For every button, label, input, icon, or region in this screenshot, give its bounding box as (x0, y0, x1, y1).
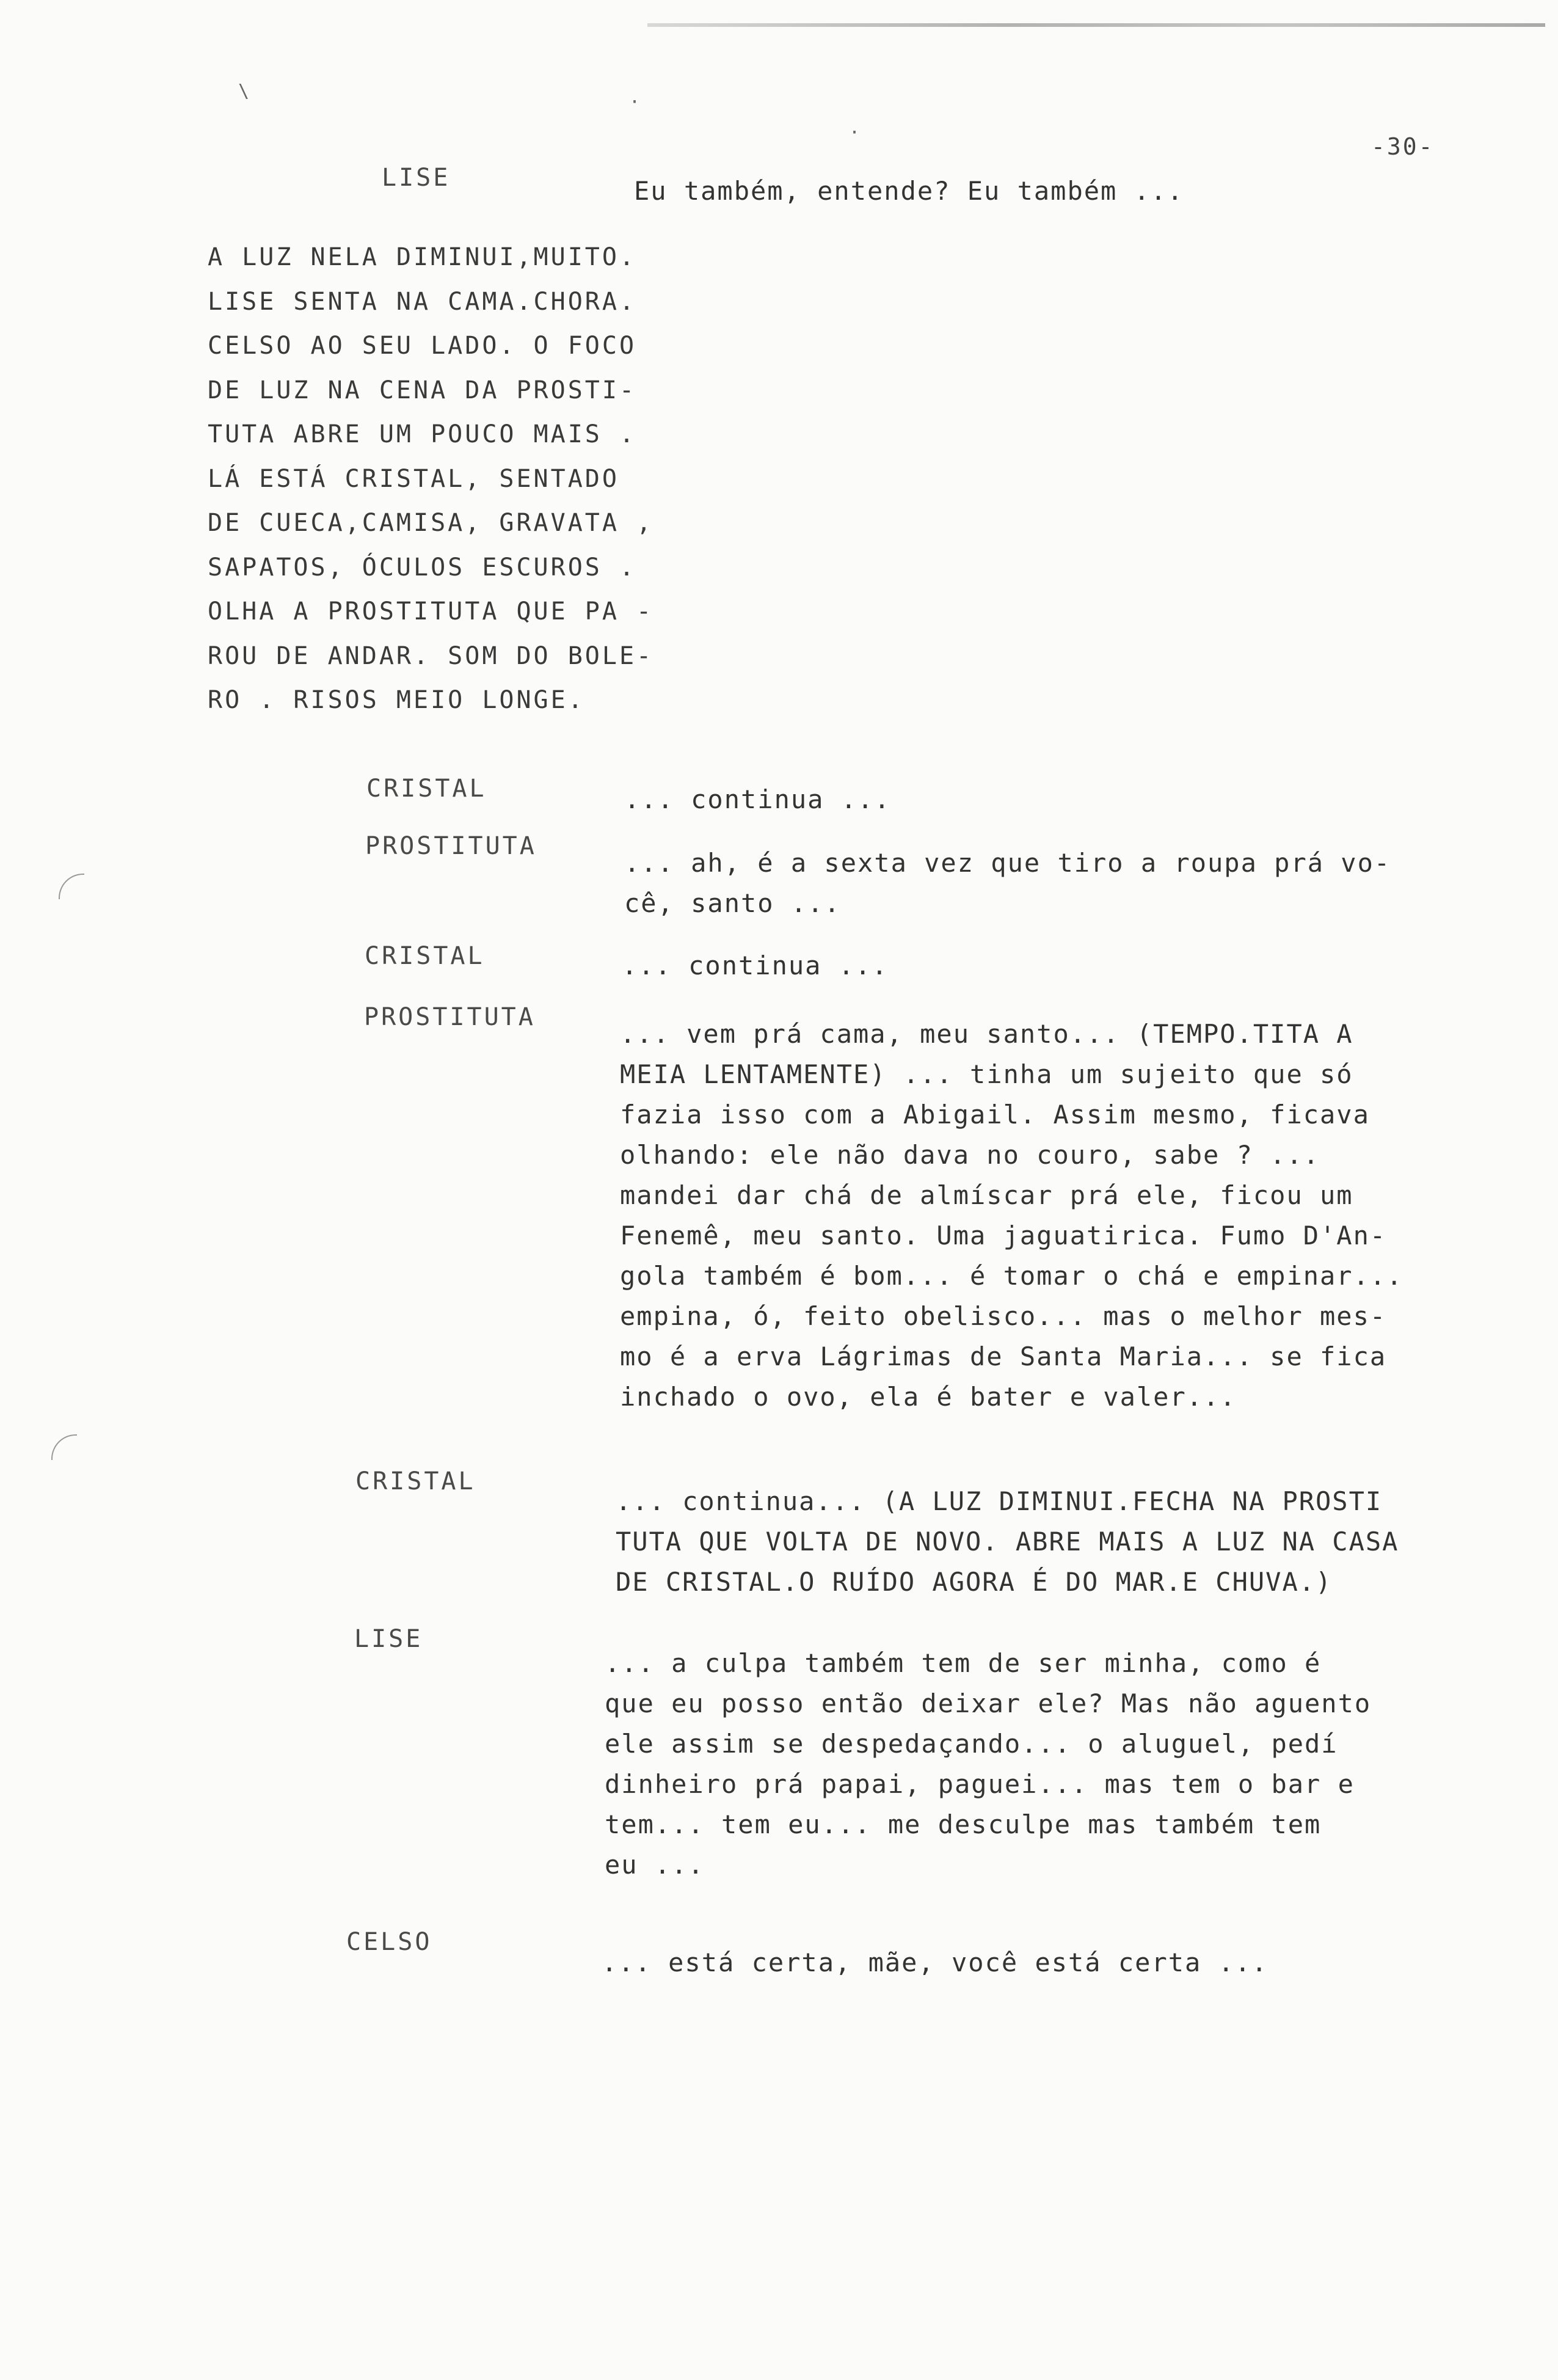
dialogue-line: ... está certa, mãe, você está certa ... (602, 1947, 1269, 1977)
dialogue (634, 171, 1184, 211)
stage-direction (208, 235, 653, 723)
dialogue-line: empina, ó, feito obelisco... mas o melhor mes- (620, 1301, 1387, 1331)
dialogue-line: eu ... (605, 1850, 705, 1880)
dialogue-line: TUTA QUE VOLTA DE NOVO. ABRE MAIS A LUZ NA CASA (616, 1527, 1399, 1557)
stage-line: RO . RISOS MEIO LONGE. (208, 686, 585, 714)
dialogue-line: Eu também, entende? Eu também ... (634, 176, 1184, 206)
scan-mark: · (629, 92, 641, 113)
stage-line: A LUZ NELA DIMINUI,MUITO. (208, 243, 637, 271)
dialogue-line: ... ah, é a sexta vez que tiro a roupa prá vo- (624, 848, 1391, 878)
speaker-name: CRISTAL (365, 942, 485, 970)
dialogue (624, 843, 1391, 924)
dialogue (605, 1643, 1371, 1885)
dialogue-line: cê, santo ... (624, 888, 841, 918)
speaker-name: PROSTITUTA (365, 832, 537, 860)
stage-line: TUTA ABRE UM POUCO MAIS . (208, 420, 637, 448)
speaker-name: LISE (382, 164, 451, 192)
speaker-name: CRISTAL (366, 775, 487, 803)
dialogue-line: ele assim se despedaçando... o aluguel, pedí (605, 1729, 1338, 1759)
dialogue (602, 1943, 1268, 1983)
speaker-name: PROSTITUTA (364, 1003, 536, 1031)
dialogue-line: ... continua... (A LUZ DIMINUI.FECHA NA PROSTI (616, 1486, 1383, 1516)
top-edge-line (647, 23, 1545, 27)
stage-line: DE LUZ NA CENA DA PROSTI- (208, 376, 637, 404)
dialogue (620, 1014, 1403, 1417)
dialogue-line: MEIA LENTAMENTE) ... tinha um sujeito que só (620, 1059, 1353, 1089)
dialogue-line: mo é a erva Lágrimas de Santa Maria... se fica (620, 1341, 1387, 1371)
dialogue-line: Fenemê, meu santo. Uma jaguatirica. Fumo D'An- (620, 1221, 1387, 1250)
dialogue-line: mandei dar chá de almíscar prá ele, ficou um (620, 1180, 1353, 1210)
scan-mark: · (849, 122, 861, 144)
margin-mark (51, 1434, 77, 1460)
dialogue-line: ... a culpa também tem de ser minha, como é (605, 1648, 1322, 1678)
stage-line: LISE SENTA NA CAMA.CHORA. (208, 287, 637, 316)
dialogue-line: ... continua ... (624, 784, 891, 814)
page-number: -30- (1371, 133, 1435, 160)
dialogue-line: tem... tem eu... me desculpe mas também tem (605, 1809, 1322, 1839)
dialogue-line: ... continua ... (622, 951, 889, 980)
dialogue (624, 779, 891, 820)
dialogue-line: fazia isso com a Abigail. Assim mesmo, ficava (620, 1100, 1370, 1130)
stage-line: SAPATOS, ÓCULOS ESCUROS . (208, 553, 637, 582)
dialogue-line: olhando: ele não dava no couro, sabe ? ... (620, 1140, 1320, 1170)
dialogue-line: inchado o ovo, ela é bater e valer... (620, 1382, 1237, 1412)
dialogue-line: dinheiro prá papai, paguei... mas tem o bar e (605, 1769, 1355, 1799)
speaker-name: LISE (354, 1625, 423, 1653)
dialogue (616, 1481, 1399, 1602)
dialogue-line: gola também é bom... é tomar o chá e empinar... (620, 1261, 1403, 1291)
stage-line: OLHA A PROSTITUTA QUE PA - (208, 597, 654, 626)
dialogue-line: que eu posso então deixar ele? Mas não aguento (605, 1688, 1372, 1718)
stage-line: CELSO AO SEU LADO. O FOCO (208, 332, 637, 360)
dialogue-line: ... vem prá cama, meu santo... (TEMPO.TITA A (620, 1019, 1353, 1049)
dialogue (622, 946, 889, 986)
stage-line: LÁ ESTÁ CRISTAL, SENTADO (208, 464, 619, 493)
stage-line: DE CUECA,CAMISA, GRAVATA , (208, 509, 654, 537)
scan-mark: \ (238, 81, 250, 102)
speaker-name: CRISTAL (355, 1467, 476, 1495)
speaker-name: CELSO (346, 1928, 432, 1956)
margin-mark (59, 874, 84, 899)
dialogue-line: DE CRISTAL.O RUÍDO AGORA É DO MAR.E CHUVA.) (616, 1567, 1333, 1597)
stage-line: ROU DE ANDAR. SOM DO BOLE- (208, 641, 654, 670)
